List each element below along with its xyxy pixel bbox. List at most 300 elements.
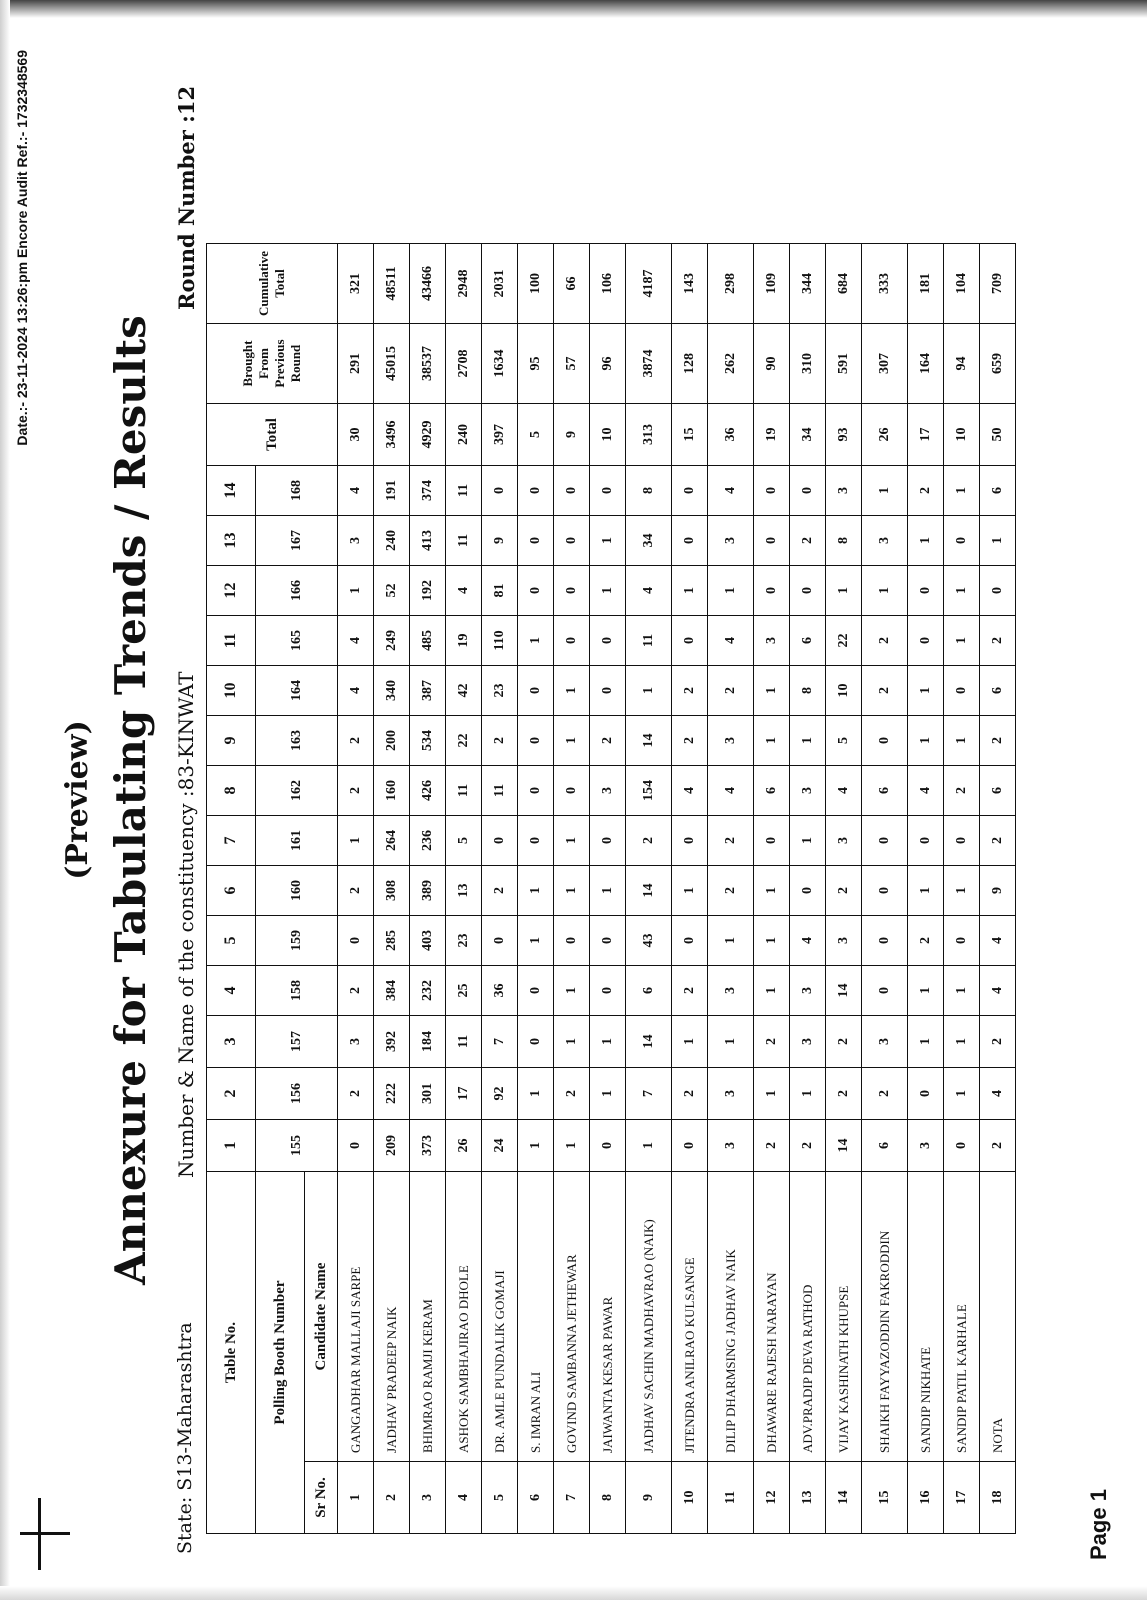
round-total-cell: 240 <box>446 404 482 466</box>
candidate-name-cell: ASHOK SAMBHAJIRAO DHOLE <box>446 1172 482 1462</box>
vote-cell: 1 <box>826 566 862 616</box>
round-total-cell: 397 <box>482 404 518 466</box>
booth-number-cell: 162 <box>256 766 338 816</box>
vote-cell: 0 <box>672 1120 708 1172</box>
rotated-document-page <box>14 40 1114 1560</box>
vote-cell: 236 <box>410 816 446 866</box>
vote-cell: 42 <box>446 666 482 716</box>
vote-cell: 1 <box>554 1120 590 1172</box>
candidate-name-cell: JADHAV PRADEEP NAIK <box>374 1172 410 1462</box>
table-number-cell: 2 <box>207 1068 256 1120</box>
vote-cell: 1 <box>908 716 944 766</box>
vote-cell: 0 <box>554 616 590 666</box>
vote-cell: 0 <box>554 916 590 966</box>
cumulative-total-cell: 106 <box>590 244 626 324</box>
sr-no-cell: 17 <box>944 1462 980 1534</box>
table-number-cell: 4 <box>207 966 256 1016</box>
vote-cell: 6 <box>980 666 1016 716</box>
vote-cell: 2 <box>980 716 1016 766</box>
vote-cell: 0 <box>862 866 908 916</box>
table-number-cell: 6 <box>207 866 256 916</box>
results-body <box>338 244 1016 1534</box>
vote-cell: 4 <box>338 466 374 516</box>
vote-cell: 3 <box>862 516 908 566</box>
vote-cell: 13 <box>446 866 482 916</box>
sr-no-cell: 12 <box>754 1462 790 1534</box>
vote-cell: 0 <box>590 816 626 866</box>
brought-forward-cell: 94 <box>944 324 980 404</box>
vote-cell: 4 <box>708 616 754 666</box>
vote-cell: 0 <box>518 816 554 866</box>
vote-cell: 3 <box>790 766 826 816</box>
vote-cell: 6 <box>980 766 1016 816</box>
vote-cell: 3 <box>338 516 374 566</box>
vote-cell: 0 <box>338 916 374 966</box>
vote-cell: 1 <box>554 966 590 1016</box>
vote-cell: 25 <box>446 966 482 1016</box>
vote-cell: 1 <box>754 666 790 716</box>
vote-cell: 3 <box>708 516 754 566</box>
table-number-cell: 3 <box>207 1016 256 1068</box>
vote-cell: 0 <box>908 1068 944 1120</box>
brought-forward-cell: 3874 <box>626 324 672 404</box>
vote-cell: 1 <box>708 916 754 966</box>
vote-cell: 5 <box>826 716 862 766</box>
table-number-cell: 12 <box>207 566 256 616</box>
vote-cell: 6 <box>626 966 672 1016</box>
vote-cell: 209 <box>374 1120 410 1172</box>
vote-cell: 2 <box>790 516 826 566</box>
sr-no-cell: 9 <box>626 1462 672 1534</box>
vote-cell: 8 <box>790 666 826 716</box>
vote-cell: 3 <box>338 1016 374 1068</box>
brought-forward-cell: 164 <box>908 324 944 404</box>
round-total-cell: 93 <box>826 404 862 466</box>
vote-cell: 2 <box>754 1016 790 1068</box>
cumulative-total-cell: 104 <box>944 244 980 324</box>
vote-cell: 0 <box>862 816 908 866</box>
vote-cell: 6 <box>790 616 826 666</box>
booth-number-cell: 166 <box>256 566 338 616</box>
vote-cell: 1 <box>754 1068 790 1120</box>
vote-cell: 0 <box>908 816 944 866</box>
vote-cell: 0 <box>790 566 826 616</box>
round-total-cell: 313 <box>626 404 672 466</box>
vote-cell: 389 <box>410 866 446 916</box>
vote-cell: 14 <box>626 866 672 916</box>
vote-cell: 0 <box>518 666 554 716</box>
cumulative-total-cell: 143 <box>672 244 708 324</box>
sr-no-header: Sr No. <box>305 1462 338 1534</box>
vote-cell: 0 <box>754 816 790 866</box>
vote-cell: 1 <box>944 566 980 616</box>
vote-cell: 2 <box>482 866 518 916</box>
candidate-name-cell: SHAIKH FAYYAZODDIN FAKRODDIN <box>862 1172 908 1462</box>
vote-cell: 2 <box>754 1120 790 1172</box>
vote-cell: 1 <box>908 516 944 566</box>
vote-cell: 2 <box>672 666 708 716</box>
round-total-cell: 10 <box>590 404 626 466</box>
sr-no-cell: 5 <box>482 1462 518 1534</box>
brought-forward-cell: 128 <box>672 324 708 404</box>
vote-cell: 1 <box>590 566 626 616</box>
vote-cell: 264 <box>374 816 410 866</box>
vote-cell: 4 <box>980 966 1016 1016</box>
vote-cell: 249 <box>374 616 410 666</box>
vote-cell: 1 <box>944 466 980 516</box>
candidate-name-cell: JADHAV SACHIN MADHAVRAO (NAIK) <box>626 1172 672 1462</box>
vote-cell: 240 <box>374 516 410 566</box>
vote-cell: 1 <box>518 866 554 916</box>
vote-cell: 0 <box>554 766 590 816</box>
booth-number-cell: 161 <box>256 816 338 866</box>
sr-no-cell: 4 <box>446 1462 482 1534</box>
vote-cell: 4 <box>980 916 1016 966</box>
table-row <box>980 244 1016 1534</box>
table-row <box>708 244 754 1534</box>
vote-cell: 0 <box>908 616 944 666</box>
candidate-name-cell: SANDIP PATIL KARHALE <box>944 1172 980 1462</box>
sr-no-cell: 16 <box>908 1462 944 1534</box>
vote-cell: 2 <box>908 466 944 516</box>
vote-cell: 374 <box>410 466 446 516</box>
table-row <box>826 244 862 1534</box>
vote-cell: 3 <box>708 966 754 1016</box>
brought-forward-header: Brought From Previous Round <box>207 324 338 404</box>
sr-no-cell: 8 <box>590 1462 626 1534</box>
brought-forward-cell: 591 <box>826 324 862 404</box>
vote-cell: 11 <box>446 766 482 816</box>
vote-cell: 2 <box>862 666 908 716</box>
candidate-name-cell: DILIP DHARMSING JADHAV NAIK <box>708 1172 754 1462</box>
vote-cell: 9 <box>482 516 518 566</box>
vote-cell: 1 <box>626 666 672 716</box>
vote-cell: 2 <box>672 1068 708 1120</box>
cumulative-total-cell: 43466 <box>410 244 446 324</box>
sr-no-cell: 1 <box>338 1462 374 1534</box>
round-total-cell: 34 <box>790 404 826 466</box>
vote-cell: 0 <box>554 566 590 616</box>
table-row <box>338 244 374 1534</box>
vote-cell: 2 <box>626 816 672 866</box>
vote-cell: 2 <box>862 616 908 666</box>
vote-cell: 8 <box>626 466 672 516</box>
candidate-name-cell: VIJAY KASHINATH KHUPSE <box>826 1172 862 1462</box>
vote-cell: 1 <box>554 866 590 916</box>
cumulative-total-cell: 2031 <box>482 244 518 324</box>
vote-cell: 413 <box>410 516 446 566</box>
vote-cell: 0 <box>754 466 790 516</box>
vote-cell: 1 <box>590 1016 626 1068</box>
scan-edge-top <box>0 0 1147 18</box>
vote-cell: 0 <box>672 516 708 566</box>
vote-cell: 485 <box>410 616 446 666</box>
table-row <box>908 244 944 1534</box>
booth-number-cell: 163 <box>256 716 338 766</box>
vote-cell: 0 <box>862 966 908 1016</box>
table-number-cell: 8 <box>207 766 256 816</box>
vote-cell: 0 <box>672 916 708 966</box>
vote-cell: 2 <box>826 866 862 916</box>
table-row <box>626 244 672 1534</box>
vote-cell: 0 <box>518 966 554 1016</box>
vote-cell: 0 <box>518 766 554 816</box>
vote-cell: 5 <box>446 816 482 866</box>
candidate-name-cell: GOVIND SAMBANNA JETHEWAR <box>554 1172 590 1462</box>
vote-cell: 2 <box>482 716 518 766</box>
vote-cell: 1 <box>554 816 590 866</box>
vote-cell: 3 <box>708 1068 754 1120</box>
sr-no-cell: 10 <box>672 1462 708 1534</box>
sr-no-cell: 18 <box>980 1462 1016 1534</box>
candidate-name-cell: DR. AMLE PUNDALIK GOMAJI <box>482 1172 518 1462</box>
brought-forward-cell: 291 <box>338 324 374 404</box>
booth-number-cell: 165 <box>256 616 338 666</box>
sr-no-cell: 13 <box>790 1462 826 1534</box>
vote-cell: 0 <box>482 816 518 866</box>
state-label: State: S13-Maharashtra <box>174 1322 196 1554</box>
vote-cell: 1 <box>672 566 708 616</box>
brought-forward-cell: 659 <box>980 324 1016 404</box>
cumulative-total-cell: 109 <box>754 244 790 324</box>
vote-cell: 3 <box>790 1016 826 1068</box>
table-row <box>590 244 626 1534</box>
vote-cell: 1 <box>754 866 790 916</box>
vote-cell: 0 <box>482 466 518 516</box>
vote-cell: 1 <box>944 966 980 1016</box>
vote-cell: 1 <box>518 916 554 966</box>
booth-number-cell: 167 <box>256 516 338 566</box>
vote-cell: 0 <box>590 616 626 666</box>
vote-cell: 4 <box>826 766 862 816</box>
vote-cell: 1 <box>944 866 980 916</box>
cumulative-total-cell: 709 <box>980 244 1016 324</box>
brought-forward-cell: 310 <box>790 324 826 404</box>
vote-cell: 373 <box>410 1120 446 1172</box>
cumulative-total-cell: 48511 <box>374 244 410 324</box>
vote-cell: 52 <box>374 566 410 616</box>
table-row <box>672 244 708 1534</box>
vote-cell: 14 <box>826 966 862 1016</box>
table-row <box>482 244 518 1534</box>
table-row <box>554 244 590 1534</box>
vote-cell: 1 <box>590 866 626 916</box>
vote-cell: 8 <box>826 516 862 566</box>
total-header: Total <box>207 404 338 466</box>
table-number-cell: 5 <box>207 916 256 966</box>
polling-booth-header: Polling Booth Number <box>256 1172 305 1534</box>
vote-cell: 26 <box>446 1120 482 1172</box>
vote-cell: 1 <box>754 966 790 1016</box>
vote-cell: 392 <box>374 1016 410 1068</box>
vote-cell: 2 <box>708 816 754 866</box>
vote-cell: 2 <box>338 716 374 766</box>
vote-cell: 426 <box>410 766 446 816</box>
vote-cell: 222 <box>374 1068 410 1120</box>
vote-cell: 0 <box>590 466 626 516</box>
vote-cell: 1 <box>790 816 826 866</box>
vote-cell: 1 <box>754 716 790 766</box>
table-row <box>410 244 446 1534</box>
vote-cell: 0 <box>590 666 626 716</box>
vote-cell: 1 <box>908 666 944 716</box>
vote-cell: 0 <box>908 566 944 616</box>
vote-cell: 154 <box>626 766 672 816</box>
booth-number-cell: 157 <box>256 1016 338 1068</box>
vote-cell: 403 <box>410 916 446 966</box>
vote-cell: 1 <box>862 566 908 616</box>
vote-cell: 14 <box>826 1120 862 1172</box>
vote-cell: 191 <box>374 466 410 516</box>
vote-cell: 0 <box>590 966 626 1016</box>
vote-cell: 4 <box>672 766 708 816</box>
vote-cell: 2 <box>672 966 708 1016</box>
vote-cell: 1 <box>626 1120 672 1172</box>
candidate-name-cell: JAIWANTA KESAR PAWAR <box>590 1172 626 1462</box>
vote-cell: 0 <box>554 516 590 566</box>
vote-cell: 184 <box>410 1016 446 1068</box>
vote-cell: 0 <box>944 666 980 716</box>
vote-cell: 6 <box>754 766 790 816</box>
candidate-name-cell: JITENDRA ANILRAO KULSANGE <box>672 1172 708 1462</box>
vote-cell: 1 <box>554 666 590 716</box>
brought-forward-cell: 95 <box>518 324 554 404</box>
vote-cell: 0 <box>590 1120 626 1172</box>
vote-cell: 6 <box>862 766 908 816</box>
booth-number-cell: 159 <box>256 916 338 966</box>
brought-forward-cell: 307 <box>862 324 908 404</box>
vote-cell: 3 <box>790 966 826 1016</box>
booth-number-cell: 156 <box>256 1068 338 1120</box>
candidate-name-cell: NOTA <box>980 1172 1016 1462</box>
vote-cell: 1 <box>944 616 980 666</box>
vote-cell: 1 <box>338 816 374 866</box>
candidate-name-cell: ADV.PRADIP DEVA RATHOD <box>790 1172 826 1462</box>
table-row <box>790 244 826 1534</box>
vote-cell: 0 <box>518 566 554 616</box>
table-row <box>446 244 482 1534</box>
vote-cell: 1 <box>908 966 944 1016</box>
vote-cell: 2 <box>790 1120 826 1172</box>
vote-cell: 17 <box>446 1068 482 1120</box>
candidate-name-cell: SANDIP NIKHATE <box>908 1172 944 1462</box>
table-number-cell: 10 <box>207 666 256 716</box>
cumulative-total-cell: 684 <box>826 244 862 324</box>
vote-cell: 11 <box>482 766 518 816</box>
vote-cell: 3 <box>862 1016 908 1068</box>
vote-cell: 3 <box>708 716 754 766</box>
round-total-cell: 19 <box>754 404 790 466</box>
candidate-name-cell: S. IMRAN ALI <box>518 1172 554 1462</box>
vote-cell: 301 <box>410 1068 446 1120</box>
brought-forward-cell: 45015 <box>374 324 410 404</box>
vote-cell: 1 <box>790 1068 826 1120</box>
vote-cell: 92 <box>482 1068 518 1120</box>
vote-cell: 1 <box>790 716 826 766</box>
vote-cell: 4 <box>626 566 672 616</box>
candidate-name-cell: BHIMRAO RAMJI KERAM <box>410 1172 446 1462</box>
sr-no-cell: 7 <box>554 1462 590 1534</box>
vote-cell: 2 <box>980 1120 1016 1172</box>
vote-cell: 387 <box>410 666 446 716</box>
vote-cell: 3 <box>590 766 626 816</box>
vote-cell: 2 <box>980 616 1016 666</box>
vote-cell: 0 <box>518 466 554 516</box>
vote-cell: 22 <box>826 616 862 666</box>
round-total-cell: 15 <box>672 404 708 466</box>
candidate-name-cell: GANGADHAR MALLAJI SARPE <box>338 1172 374 1462</box>
vote-cell: 2 <box>980 1016 1016 1068</box>
vote-cell: 11 <box>446 1016 482 1068</box>
cumulative-total-cell: 298 <box>708 244 754 324</box>
table-row <box>862 244 908 1534</box>
vote-cell: 1 <box>672 866 708 916</box>
vote-cell: 3 <box>826 916 862 966</box>
vote-cell: 2 <box>980 816 1016 866</box>
cumulative-total-cell: 333 <box>862 244 908 324</box>
vote-cell: 1 <box>338 566 374 616</box>
vote-cell: 1 <box>518 616 554 666</box>
vote-cell: 1 <box>708 566 754 616</box>
table-number-cell: 7 <box>207 816 256 866</box>
booth-number-cell: 158 <box>256 966 338 1016</box>
cumulative-total-cell: 344 <box>790 244 826 324</box>
vote-cell: 0 <box>862 916 908 966</box>
vote-cell: 2 <box>672 716 708 766</box>
vote-cell: 1 <box>672 1016 708 1068</box>
vote-cell: 534 <box>410 716 446 766</box>
vote-cell: 1 <box>554 1016 590 1068</box>
vote-cell: 0 <box>754 566 790 616</box>
brought-forward-cell: 262 <box>708 324 754 404</box>
scan-edge-bottom <box>0 1586 1147 1600</box>
vote-cell: 4 <box>980 1068 1016 1120</box>
vote-cell: 4 <box>708 466 754 516</box>
table-number-cell: 1 <box>207 1120 256 1172</box>
vote-cell: 0 <box>944 816 980 866</box>
vote-cell: 0 <box>518 516 554 566</box>
vote-cell: 0 <box>790 866 826 916</box>
preview-label: (Preview) <box>60 720 95 880</box>
vote-cell: 10 <box>826 666 862 716</box>
brought-forward-cell: 38537 <box>410 324 446 404</box>
sr-no-cell: 3 <box>410 1462 446 1534</box>
vote-cell: 4 <box>338 616 374 666</box>
vote-cell: 232 <box>410 966 446 1016</box>
vote-cell: 0 <box>862 716 908 766</box>
vote-cell: 2 <box>708 666 754 716</box>
vote-cell: 0 <box>672 816 708 866</box>
brought-forward-cell: 57 <box>554 324 590 404</box>
vote-cell: 9 <box>980 866 1016 916</box>
constituency-label: Number & Name of the constituency :83-KINWAT <box>174 671 198 1178</box>
brought-forward-cell: 90 <box>754 324 790 404</box>
page-title: Annexure for Tabulating Trends / Results <box>106 315 155 1285</box>
brought-forward-cell: 96 <box>590 324 626 404</box>
vote-cell: 1 <box>908 1016 944 1068</box>
scan-edge-left <box>0 0 10 1600</box>
round-total-cell: 30 <box>338 404 374 466</box>
header-row-table-numbers <box>207 244 256 1534</box>
brought-forward-cell: 1634 <box>482 324 518 404</box>
vote-cell: 19 <box>446 616 482 666</box>
vote-cell: 0 <box>944 1120 980 1172</box>
vote-cell: 0 <box>554 466 590 516</box>
vote-cell: 23 <box>482 666 518 716</box>
sr-no-cell: 11 <box>708 1462 754 1534</box>
vote-cell: 2 <box>826 1016 862 1068</box>
vote-cell: 0 <box>590 916 626 966</box>
